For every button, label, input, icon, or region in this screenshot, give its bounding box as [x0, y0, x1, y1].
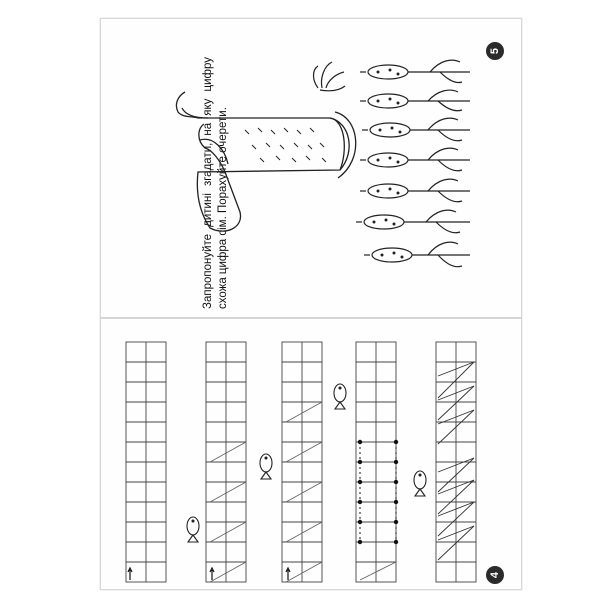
fish-3 [334, 384, 346, 409]
page-number-badge-4: 4 [486, 566, 504, 584]
fish-2 [260, 454, 272, 479]
reed-5 [360, 179, 470, 202]
instruction-text: Запропонуйте дитині згадати, на яку цифру схожа цифра сім. Порахуйте очерети. [202, 57, 229, 309]
reed-1 [360, 60, 470, 82]
reed-3 [362, 118, 470, 141]
writing-grid-5 [436, 342, 476, 582]
reed-4 [360, 148, 470, 171]
writing-grid-4 [356, 342, 398, 582]
reed-6 [356, 210, 470, 233]
reed-group [356, 60, 470, 267]
writing-grid-2 [206, 342, 246, 582]
page-number-badge-5: 5 [486, 42, 504, 60]
reed-7 [364, 242, 470, 267]
fish-4 [414, 471, 426, 496]
seven-shaped-hook-icon [176, 92, 355, 231]
grass-tuft-icon [314, 62, 346, 91]
writing-grid-3 [282, 342, 322, 582]
fish-1 [187, 517, 199, 542]
fish-icon [187, 384, 426, 542]
writing-grid-1 [126, 342, 166, 582]
reed-2 [360, 90, 470, 111]
